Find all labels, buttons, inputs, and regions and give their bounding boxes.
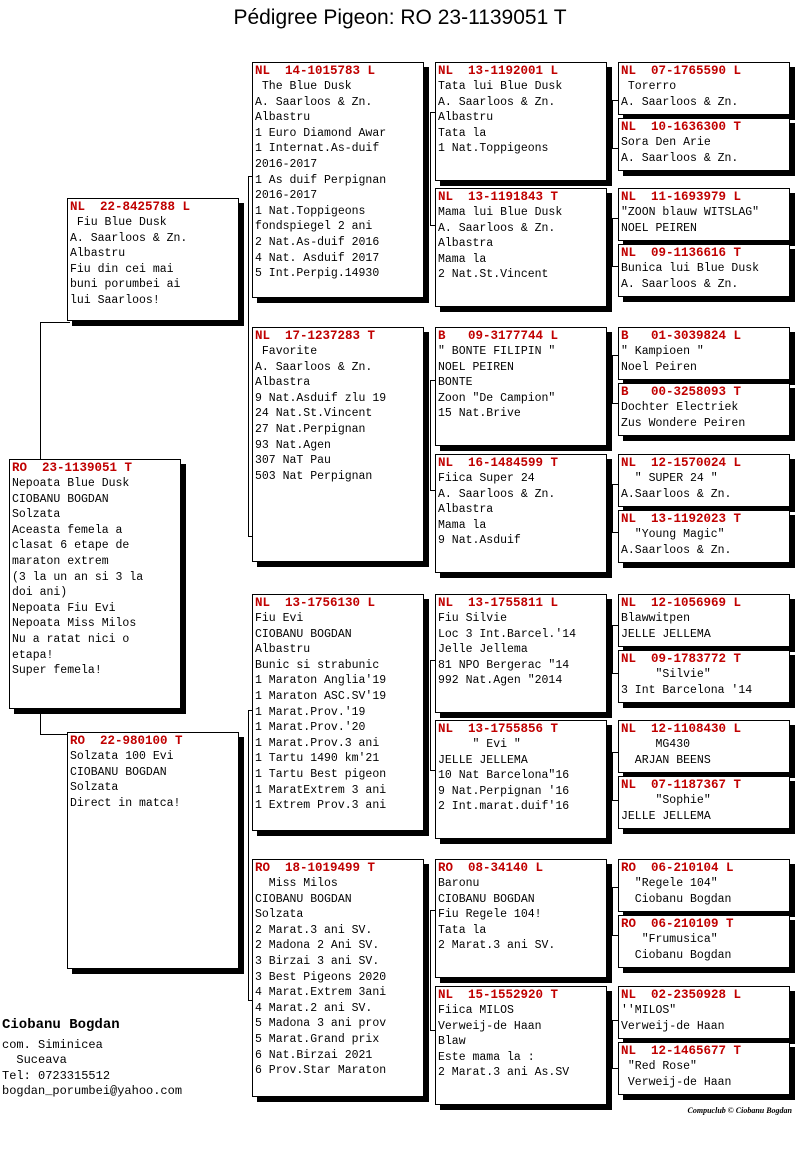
- pigeon-info-line: 1 Tartu 1490 km'21: [255, 752, 380, 766]
- connector-line: [40, 734, 70, 735]
- pigeon-info-line: 1 Nat.Toppigeons: [438, 142, 549, 156]
- pigeon-info-line: JELLE JELLEMA: [621, 627, 711, 641]
- pigeon-info-line: 2 Nat.As-duif 2016: [255, 235, 380, 249]
- pigeon-info-line: 9 Nat.Asduif zlu 19: [255, 391, 387, 405]
- pigeon-info-line: Fiu Silvie: [438, 612, 508, 625]
- pigeon-info-line: Noel Peiren: [621, 360, 697, 374]
- pigeon-info-line: Ciobanu Bogdan: [621, 948, 732, 962]
- pigeon-info-line: JELLE JELLEMA: [621, 809, 711, 823]
- pigeon-info-line: 1 Nat.Toppigeons: [255, 204, 366, 218]
- pigeon-info-line: A. Saarloos & Zn.: [70, 231, 188, 245]
- ring-number: NL 02-2350928 L: [621, 988, 742, 1002]
- pigeon-info-line: 15 Nat.Brive: [438, 407, 521, 421]
- pigeon-info-line: 5 Madona 3 ani prov: [255, 1017, 387, 1031]
- pigeon-info-line: Fiu din cei mai: [70, 262, 174, 276]
- pigeon-info-line: 27 Nat.Perpignan: [255, 422, 366, 436]
- ring-number: NL 13-1192001 L: [438, 64, 559, 78]
- ring-number: NL 09-1783772 T: [621, 652, 742, 666]
- pigeon-box-ancestor: [618, 62, 790, 115]
- pigeon-info-line: buni porumbei ai: [70, 278, 181, 292]
- pigeon-info-line: CIOBANU BOGDAN: [255, 627, 352, 641]
- pigeon-info-line: 1 Marat.Prov.'20: [255, 721, 366, 735]
- pigeon-box-great-grandparent: [435, 454, 607, 573]
- ring-number: NL 07-1187367 T: [621, 778, 742, 792]
- pigeon-info-line: 2 Marat.3 ani As.SV: [438, 1066, 570, 1080]
- pigeon-info-line: Zoon "De Campion": [438, 391, 556, 405]
- pigeon-info-line: 2 Int.marat.duif'16: [438, 800, 570, 814]
- ring-number: RO 08-34140 L: [438, 861, 544, 875]
- ring-number: NL 22-8425788 L: [70, 200, 191, 214]
- pigeon-info-line: 1 Euro Diamond Awar: [255, 126, 387, 140]
- pigeon-info-line: A. Saarloos & Zn.: [438, 221, 556, 235]
- pigeon-info-line: A.Saarloos & Zn.: [621, 543, 732, 557]
- connector-line: [430, 380, 431, 490]
- pigeon-info-line: Nepoata Fiu Evi: [12, 601, 116, 615]
- pigeon-info-line: Solzata: [70, 781, 119, 795]
- pigeon-box-ancestor: [618, 986, 790, 1039]
- pigeon-info-line: 307 NaT Pau: [255, 454, 331, 468]
- pigeon-info-line: clasat 6 etape de: [12, 539, 130, 553]
- pigeon-info-line: (3 la un an si 3 la: [12, 570, 144, 584]
- pigeon-info-line: 6 Prov.Star Maraton: [255, 1064, 387, 1078]
- connector-line: [612, 484, 613, 532]
- pigeon-box-ancestor: [618, 720, 790, 773]
- ring-number: RO 06-210104 L: [621, 861, 734, 875]
- pigeon-info-line: Tata lui Blue Dusk: [438, 80, 563, 93]
- pigeon-info-line: Solzata: [255, 908, 304, 922]
- pigeon-info-line: CIOBANU BOGDAN: [255, 892, 352, 906]
- pigeon-info-line: Blaw: [438, 1035, 466, 1049]
- pigeon-info-line: BONTE: [438, 376, 473, 390]
- pigeon-info-line: fondspiegel 2 ani: [255, 220, 373, 234]
- pigeon-box-subject: [9, 459, 181, 709]
- pigeon-info-line: 3 Birzai 3 ani SV.: [255, 954, 380, 968]
- pigeon-info-line: Solzata 100 Evi: [70, 750, 174, 763]
- pigeon-info-line: 3 Best Pigeons 2020: [255, 970, 387, 984]
- pigeon-info-line: 503 Nat Perpignan: [255, 469, 373, 483]
- pigeon-info-line: Albastra: [255, 376, 311, 390]
- pigeon-info-line: 6 Nat.Birzai 2021: [255, 1048, 373, 1062]
- pigeon-info-line: A. Saarloos & Zn.: [621, 151, 739, 165]
- pigeon-info-line: Mama la: [438, 252, 487, 266]
- pigeon-info-line: " SUPER 24 ": [621, 472, 718, 485]
- pigeon-info-line: doi ani): [12, 586, 68, 600]
- ring-number: NL 09-1136616 T: [621, 246, 742, 260]
- pigeon-info-line: "Sophie": [621, 794, 711, 807]
- pigeon-info-line: etapa!: [12, 648, 54, 662]
- pigeon-info-line: Tata la: [438, 923, 487, 937]
- connector-line: [40, 322, 70, 323]
- pigeon-box-dam: [67, 732, 239, 969]
- pigeon-info-line: "Silvie": [621, 668, 711, 681]
- pigeon-info-line: 1 Tartu Best pigeon: [255, 767, 387, 781]
- page-title: Pédigree Pigeon: RO 23-1139051 T: [233, 6, 567, 29]
- footer-credit: Compuclub © Ciobanu Bogdan: [687, 1106, 792, 1115]
- pigeon-box-ancestor: [618, 383, 790, 436]
- pigeon-info-line: NOEL PEIREN: [621, 221, 697, 235]
- pigeon-info-line: Fiu Blue Dusk: [70, 216, 167, 229]
- pigeon-info-line: 5 Int.Perpig.14930: [255, 267, 380, 281]
- pigeon-box-great-grandparent: [435, 859, 607, 978]
- pigeon-info-line: JELLE JELLEMA: [438, 753, 528, 767]
- ring-number: B 09-3177744 L: [438, 329, 559, 343]
- pigeon-info-line: 2016-2017: [255, 157, 318, 171]
- pigeon-info-line: Fiica Super 24: [438, 472, 535, 485]
- owner-phone: Tel: 0723315512: [2, 1068, 111, 1083]
- ring-number: NL 17-1237283 T: [255, 329, 376, 343]
- pigeon-info-line: Nepoata Miss Milos: [12, 617, 137, 631]
- ring-number: NL 13-1755856 T: [438, 722, 559, 736]
- pigeon-info-line: Verweij-de Haan: [621, 1019, 725, 1033]
- pigeon-box-ancestor: [618, 244, 790, 297]
- connector-line: [612, 355, 613, 403]
- pigeon-info-line: Mama lui Blue Dusk: [438, 206, 563, 219]
- owner-info: [2, 1018, 182, 1100]
- pigeon-box-grandparent: [252, 62, 424, 298]
- pigeon-info-line: Nu a ratat nici o: [12, 632, 130, 646]
- owner-email[interactable]: bogdan_porumbei@yahoo.com: [2, 1084, 183, 1098]
- pigeon-info-line: Albastru: [255, 643, 311, 657]
- pigeon-info-line: Aceasta femela a: [12, 523, 123, 537]
- connector-line: [612, 1020, 613, 1068]
- ring-number: RO 22-980100 T: [70, 734, 183, 748]
- connector-line: [612, 887, 613, 935]
- ring-number: NL 13-1755811 L: [438, 596, 559, 610]
- pigeon-box-ancestor: [618, 1042, 790, 1095]
- pigeon-info-line: 1 Marat.Prov.3 ani: [255, 736, 380, 750]
- owner-address-line: Suceava: [2, 1053, 67, 1067]
- pigeon-info-line: CIOBANU BOGDAN: [70, 765, 167, 779]
- pigeon-box-ancestor: [618, 594, 790, 647]
- pigeon-info-line: Solzata: [12, 508, 61, 522]
- pigeon-info-line: Tata la: [438, 126, 487, 140]
- pigeon-box-ancestor: [618, 859, 790, 912]
- pigeon-info-line: 1 Extrem Prov.3 ani: [255, 799, 387, 813]
- pigeon-info-line: Zus Wondere Peiren: [621, 416, 746, 430]
- pigeon-box-great-grandparent: [435, 327, 607, 446]
- pigeon-info-line: 4 Marat.2 ani SV.: [255, 1001, 373, 1015]
- pigeon-info-line: Albastra: [438, 503, 494, 517]
- ring-number: RO 06-210109 T: [621, 917, 734, 931]
- pigeon-info-line: 24 Nat.St.Vincent: [255, 407, 373, 421]
- connector-line: [612, 218, 613, 266]
- pigeon-info-line: 81 NPO Bergerac "14: [438, 658, 570, 672]
- pigeon-info-line: "ZOON blauw WITSLAG": [621, 206, 760, 219]
- pigeon-info-line: 992 Nat.Agen "2014: [438, 674, 563, 688]
- pigeon-info-line: Sora Den Arie: [621, 136, 711, 149]
- pigeon-info-line: Bunic si strabunic: [255, 658, 380, 672]
- pigeon-box-great-grandparent: [435, 986, 607, 1105]
- pigeon-info-line: 1 Internat.As-duif: [255, 142, 380, 156]
- connector-line: [612, 752, 613, 800]
- owner-address-line: com. Siminicea: [2, 1037, 103, 1052]
- pigeon-info-line: " Kampioen ": [621, 345, 704, 358]
- ring-number: B 01-3039824 L: [621, 329, 742, 343]
- pigeon-info-line: A. Saarloos & Zn.: [438, 95, 556, 109]
- pigeon-box-ancestor: [618, 510, 790, 563]
- ring-number: NL 07-1765590 L: [621, 64, 742, 78]
- pigeon-info-line: Baronu: [438, 877, 480, 890]
- pigeon-info-line: 2016-2017: [255, 189, 318, 203]
- connector-line: [430, 112, 431, 225]
- pigeon-info-line: 3 Int Barcelona '14: [621, 683, 753, 697]
- pigeon-info-line: 2 Marat.3 ani SV.: [438, 939, 556, 953]
- pigeon-info-line: 2 Madona 2 Ani SV.: [255, 939, 380, 953]
- connector-line: [612, 100, 613, 148]
- connector-line: [430, 910, 431, 1030]
- pigeon-info-line: Miss Milos: [255, 877, 338, 890]
- pigeon-info-line: "Young Magic": [621, 528, 725, 541]
- pigeon-info-line: " BONTE FILIPIN ": [438, 345, 556, 358]
- pigeon-box-great-grandparent: [435, 62, 607, 181]
- pigeon-box-ancestor: [618, 915, 790, 968]
- pigeon-info-line: Blawwitpen: [621, 612, 691, 625]
- pigeon-info-line: Direct in matca!: [70, 796, 181, 810]
- connector-line: [430, 660, 431, 770]
- connector-line: [40, 707, 41, 734]
- pigeon-info-line: maraton extrem: [12, 554, 109, 568]
- pigeon-box-grandparent: [252, 594, 424, 831]
- pigeon-info-line: "Frumusica": [621, 933, 718, 946]
- pigeon-info-line: A. Saarloos & Zn.: [621, 277, 739, 291]
- ring-number: NL 14-1015783 L: [255, 64, 376, 78]
- pigeon-box-ancestor: [618, 327, 790, 380]
- pigeon-info-line: Favorite: [255, 345, 318, 358]
- ring-number: RO 18-1019499 T: [255, 861, 376, 875]
- ring-number: NL 12-1570024 L: [621, 456, 742, 470]
- pigeon-info-line: 9 Nat.Perpignan '16: [438, 784, 570, 798]
- pigeon-info-line: 10 Nat Barcelona"16: [438, 769, 570, 783]
- pigeon-info-line: Torerro: [621, 80, 677, 93]
- pigeon-info-line: Fiu Regele 104!: [438, 908, 542, 922]
- pigeon-box-ancestor: [618, 188, 790, 241]
- pigeon-box-great-grandparent: [435, 594, 607, 713]
- pigeon-info-line: "Regele 104": [621, 877, 718, 890]
- ring-number: NL 13-1756130 L: [255, 596, 376, 610]
- pigeon-info-line: Bunica lui Blue Dusk: [621, 262, 760, 275]
- pigeon-info-line: ''MILOS": [621, 1004, 677, 1017]
- ring-number: RO 23-1139051 T: [12, 461, 133, 475]
- pigeon-info-line: Nepoata Blue Dusk: [12, 477, 130, 490]
- pigeon-box-ancestor: [618, 118, 790, 171]
- pigeon-info-line: 4 Nat. Asduif 2017: [255, 251, 380, 265]
- pigeon-box-ancestor: [618, 776, 790, 829]
- connector-line: [612, 625, 613, 673]
- pigeon-info-line: Mama la: [438, 518, 487, 532]
- ring-number: NL 10-1636300 T: [621, 120, 742, 134]
- pigeon-info-line: ARJAN BEENS: [621, 753, 711, 767]
- ring-number: NL 12-1056969 L: [621, 596, 742, 610]
- pigeon-box-grandparent: [252, 859, 424, 1097]
- pigeon-info-line: Albastru: [70, 247, 126, 261]
- pigeon-info-line: 1 Marat.Prov.'19: [255, 705, 366, 719]
- pigeon-info-line: Dochter Electriek: [621, 401, 739, 414]
- owner-name: Ciobanu Bogdan: [2, 1017, 120, 1033]
- pigeon-box-ancestor: [618, 650, 790, 703]
- pigeon-info-line: Este mama la :: [438, 1050, 535, 1064]
- pigeon-info-line: Verweij-de Haan: [621, 1075, 732, 1089]
- pigeon-info-line: 1 Maraton Anglia'19: [255, 674, 387, 688]
- pigeon-info-line: Super femela!: [12, 664, 102, 678]
- pigeon-info-line: MG430: [621, 738, 691, 751]
- pigeon-info-line: Jelle Jellema: [438, 643, 528, 657]
- pigeon-info-line: CIOBANU BOGDAN: [438, 892, 535, 906]
- pigeon-info-line: 93 Nat.Agen: [255, 438, 331, 452]
- pigeon-info-line: A. Saarloos & Zn.: [255, 95, 373, 109]
- pigeon-info-line: 2 Nat.St.Vincent: [438, 268, 549, 282]
- pigeon-info-line: A. Saarloos & Zn.: [438, 487, 556, 501]
- pigeon-info-line: 1 As duif Perpignan: [255, 173, 387, 187]
- pigeon-info-line: A.Saarloos & Zn.: [621, 487, 732, 501]
- pigeon-info-line: Verweij-de Haan: [438, 1019, 542, 1033]
- pigeon-info-line: 4 Marat.Extrem 3ani: [255, 986, 387, 1000]
- pigeon-info-line: A. Saarloos & Zn.: [255, 360, 373, 374]
- pigeon-box-grandparent: [252, 327, 424, 562]
- pigeon-info-line: Fiica MILOS: [438, 1004, 514, 1017]
- pigeon-box-sire: [67, 198, 239, 321]
- pigeon-info-line: " Evi ": [438, 738, 521, 751]
- ring-number: B 00-3258093 T: [621, 385, 742, 399]
- ring-number: NL 11-1693979 L: [621, 190, 742, 204]
- pigeon-info-line: Albastra: [438, 237, 494, 251]
- ring-number: NL 13-1191843 T: [438, 190, 559, 204]
- pigeon-info-line: 9 Nat.Asduif: [438, 534, 521, 548]
- ring-number: NL 13-1192023 T: [621, 512, 742, 526]
- ring-number: NL 16-1484599 T: [438, 456, 559, 470]
- pigeon-info-line: Ciobanu Bogdan: [621, 892, 732, 906]
- pigeon-info-line: 1 Maraton ASC.SV'19: [255, 689, 387, 703]
- pigeon-info-line: Fiu Evi: [255, 612, 304, 625]
- ring-number: NL 12-1108430 L: [621, 722, 742, 736]
- pigeon-info-line: lui Saarloos!: [70, 293, 160, 307]
- pigeon-info-line: The Blue Dusk: [255, 80, 352, 93]
- connector-line: [248, 176, 249, 536]
- pigeon-box-ancestor: [618, 454, 790, 507]
- pigeon-info-line: 5 Marat.Grand prix: [255, 1032, 380, 1046]
- pigeon-box-great-grandparent: [435, 720, 607, 839]
- pigeon-box-great-grandparent: [435, 188, 607, 307]
- pigeon-info-line: 2 Marat.3 ani SV.: [255, 923, 373, 937]
- pigeon-info-line: Loc 3 Int.Barcel.'14: [438, 627, 577, 641]
- pigeon-info-line: Albastru: [255, 111, 311, 125]
- pigeon-info-line: "Red Rose": [621, 1060, 697, 1073]
- pigeon-info-line: A. Saarloos & Zn.: [621, 95, 739, 109]
- connector-line: [248, 710, 249, 1000]
- ring-number: NL 12-1465677 T: [621, 1044, 742, 1058]
- connector-line: [40, 322, 41, 462]
- pigeon-info-line: Albastru: [438, 111, 494, 125]
- pigeon-info-line: 1 MaratExtrem 3 ani: [255, 783, 387, 797]
- pigeon-info-line: NOEL PEIREN: [438, 360, 514, 374]
- ring-number: NL 15-1552920 T: [438, 988, 559, 1002]
- pigeon-info-line: CIOBANU BOGDAN: [12, 492, 109, 506]
